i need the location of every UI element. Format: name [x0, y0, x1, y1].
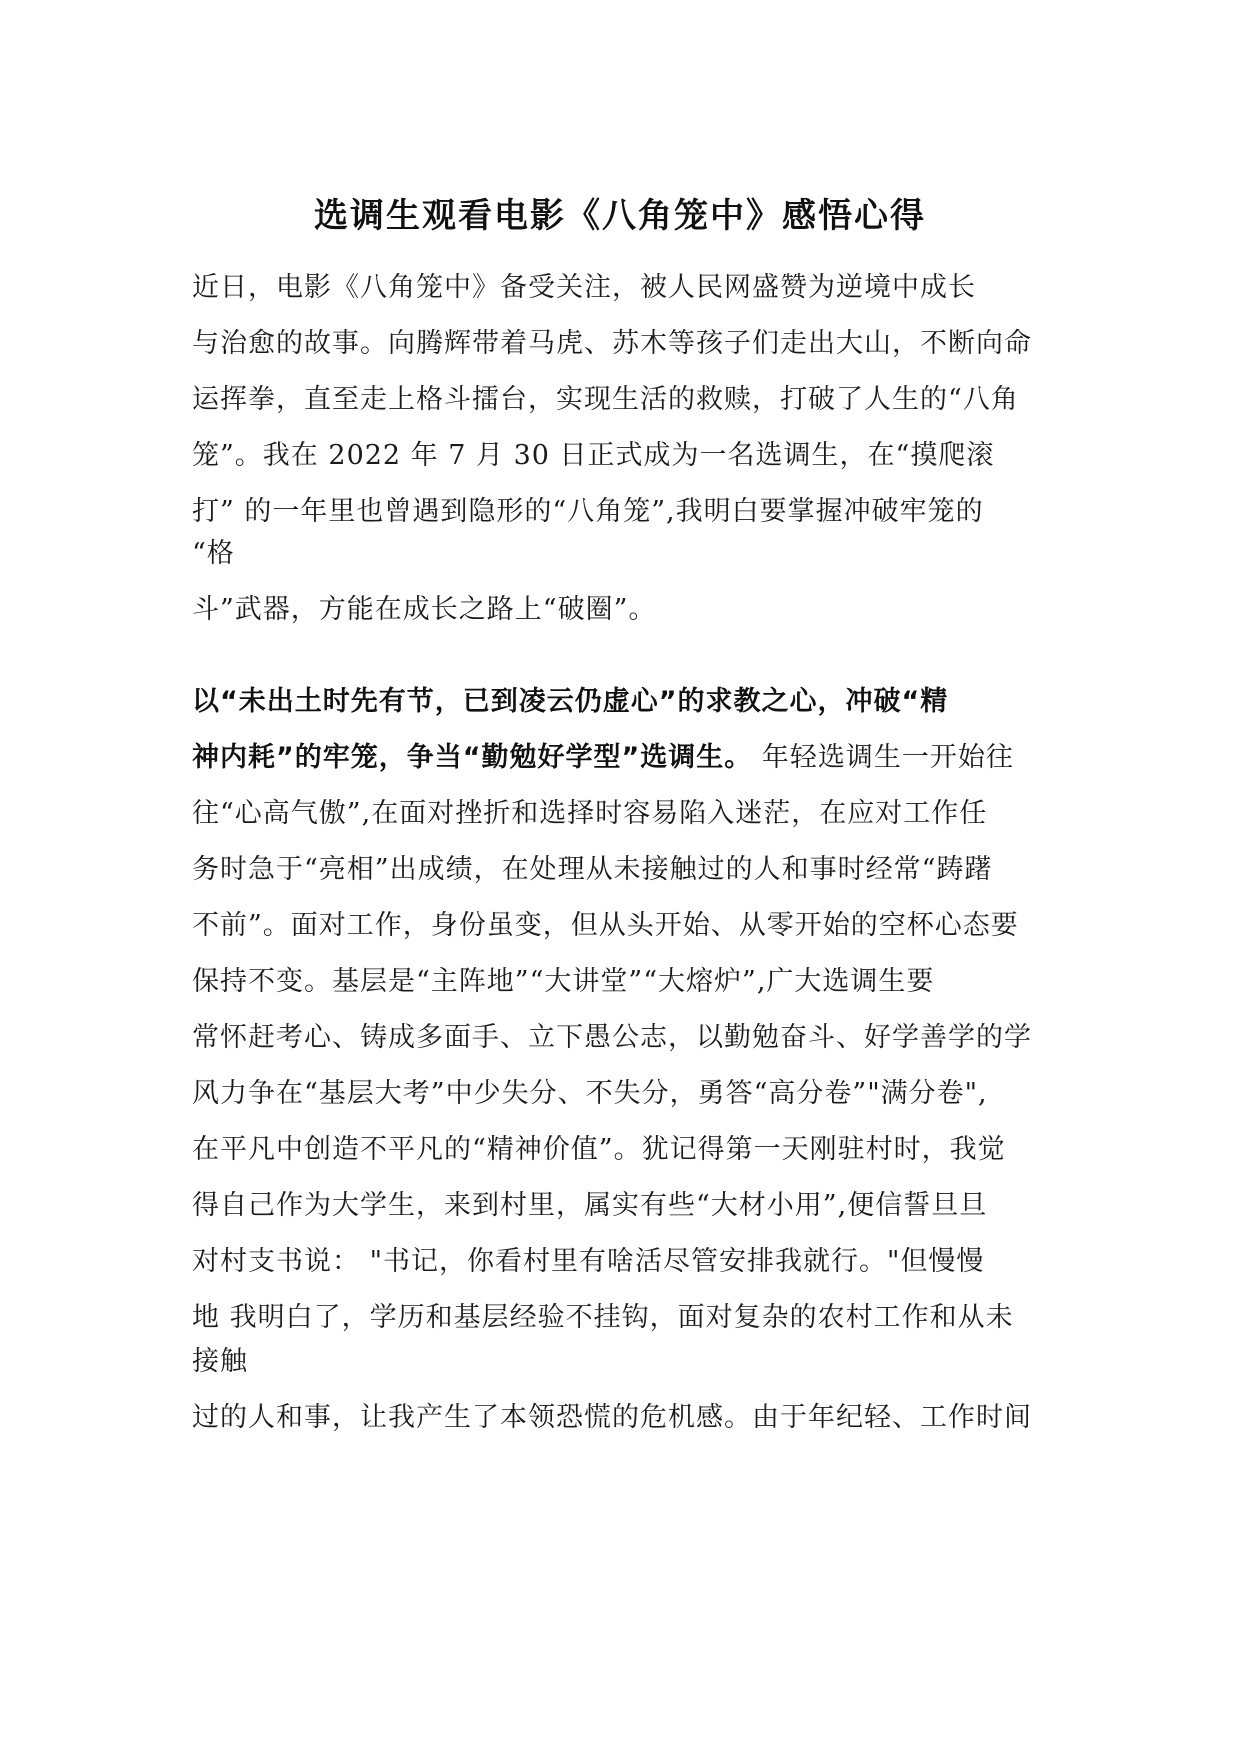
paragraph-2-line-10: 得自己作为大学生，来到村里，属实有些“大材小用”,便信誓旦旦 — [192, 1190, 988, 1221]
paragraph-1-line-5: 打” 的一年里也曾遇到隐形的“八角笼”,我明白要掌握冲破牢笼的 — [192, 496, 984, 527]
paragraph-1-line-4: 笼”。我在 2022 年 7 月 30 日正式成为一名选调生，在“摸爬滚 — [192, 440, 995, 471]
paragraph-2-line-4: 务时急于“亮相”出成绩，在处理从未接触过的人和事时经常“踌躇 — [192, 854, 993, 885]
paragraph-2-heading-line-2: 神内耗”的牢笼，争当“勤勉好学型”选调生。 — [192, 742, 753, 773]
paragraph-1-line-3: 运挥拳，直至走上格斗擂台，实现生活的救赎，打破了人生的“八角 — [192, 384, 1019, 415]
paragraph-1-line-7: 斗”武器，方能在成长之路上“破圈”。 — [192, 594, 657, 625]
paragraph-2-line-3: 往“心高气傲”,在面对挫折和选择时容易陷入迷茫，在应对工作任 — [192, 798, 988, 829]
paragraph-2-line-14: 过的人和事，让我产生了本领恐慌的危机感。由于年纪轻、工作时间 — [192, 1402, 1032, 1433]
paragraph-2-line-11: 对村支书说： "书记，你看村里有啥活尽管安排我就行。"但慢慢 — [192, 1246, 985, 1277]
paragraph-2-line-7: 常怀赶考心、铸成多面手、立下愚公志，以勤勉奋斗、好学善学的学 — [192, 1022, 1032, 1053]
document-title: 选调生观看电影《八角笼中》感悟心得 — [314, 196, 926, 236]
paragraph-2-line-12: 地 我明白了，学历和基层经验不挂钩，面对复杂的农村工作和从未 — [192, 1302, 1014, 1333]
paragraph-1-line-6: “格 — [192, 538, 235, 569]
paragraph-2-line-9: 在平凡中创造不平凡的“精神价值”。犹记得第一天刚驻村时，我觉 — [192, 1134, 1006, 1165]
paragraph-1-line-1: 近日，电影《八角笼中》备受关注，被人民网盛赞为逆境中成长 — [192, 272, 976, 303]
paragraph-2-line-6: 保持不变。基层是“主阵地”“大讲堂”“大熔炉”,广大选调生要 — [192, 966, 935, 997]
paragraph-2-heading-line-1: 以“未出土时先有节，已到凌云仍虚心”的求教之心，冲破“精 — [192, 686, 949, 717]
paragraph-1-line-2: 与治愈的故事。向腾辉带着马虎、苏木等孩子们走出大山，不断向命 — [192, 328, 1032, 359]
paragraph-2-line-2 — [192, 736, 1072, 780]
paragraph-2-line-2-rest: 年轻选调生一开始往 — [752, 742, 1014, 773]
paragraph-2-line-13: 接触 — [192, 1346, 248, 1377]
paragraph-2-line-5: 不前”。面对工作，身份虽变，但从头开始、从零开始的空杯心态要 — [192, 910, 1019, 941]
paragraph-2-line-8: 风力争在“基层大考”中少失分、不失分，勇答“高分卷”"满分卷", — [192, 1078, 988, 1109]
